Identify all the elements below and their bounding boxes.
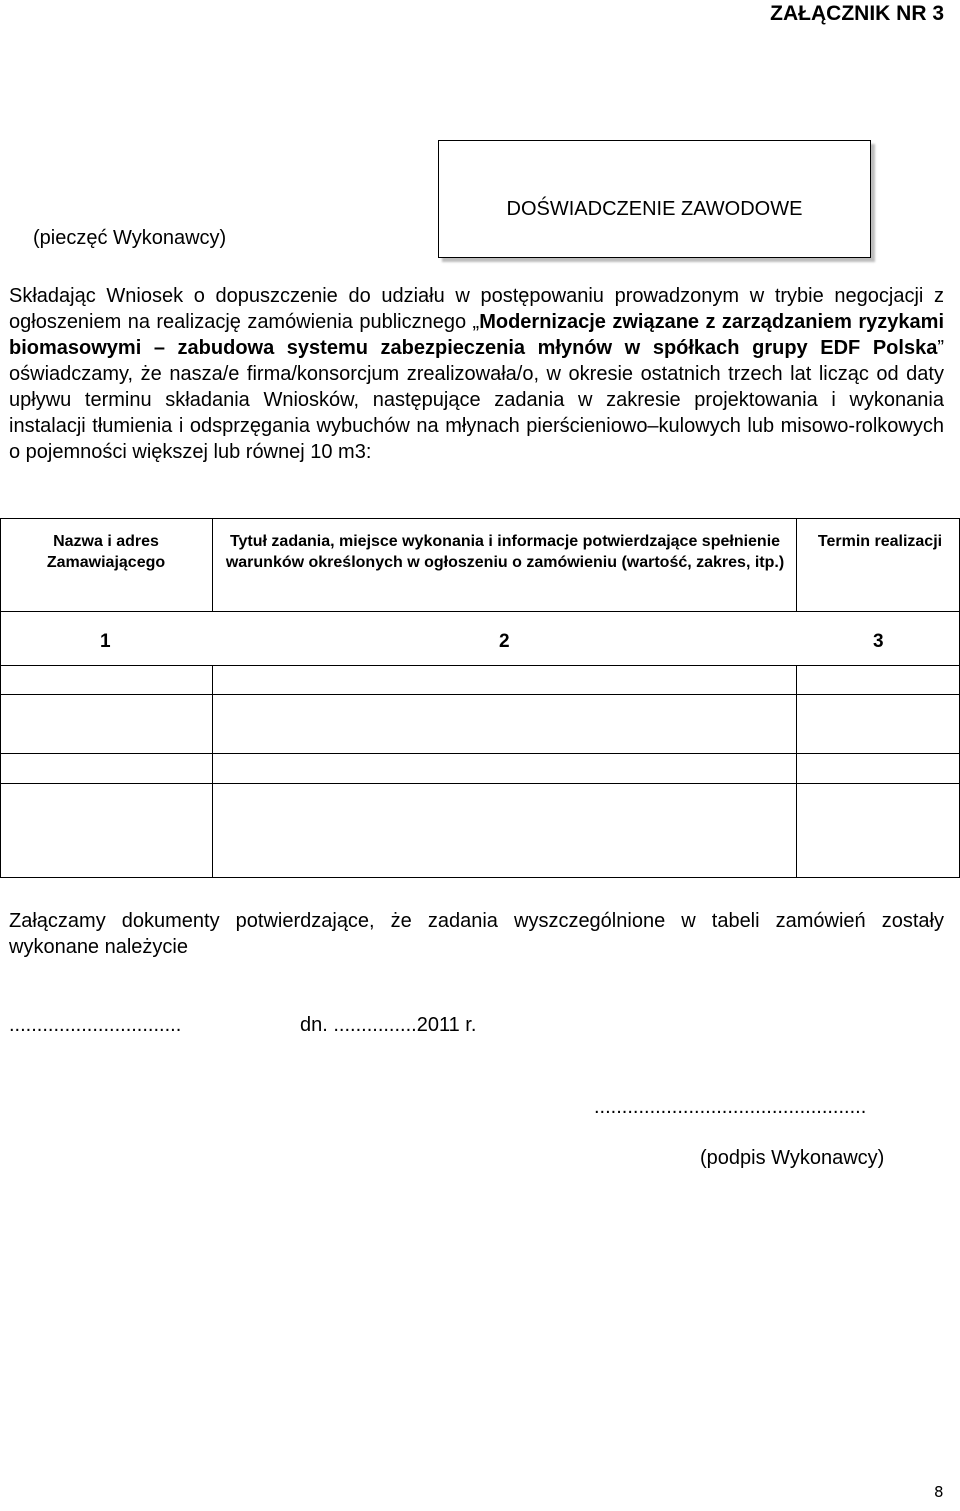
attachment-statement: Załączamy dokumenty potwierdzające, że zadania wyszczególnione w tabeli zamówień zostały wykonane należycie [9,910,944,958]
intro-paragraph [9,283,944,465]
section-title: DOŚWIADCZENIE ZAWODOWE [506,198,803,220]
signature-label: (podpis Wykonawcy) [700,1147,885,1169]
contractor-stamp-label: (pieczęć Wykonawcy) [33,227,227,249]
signature-line: ................................................. [594,1096,867,1118]
column-header-term: Termin realizacji [817,533,943,550]
column-header-task: Tytuł zadania, miejsce wykonania i informacje potwierdzające spełnienie warunków określonych w ogłoszeniu o zamówieniu (wartość, zakres, itp.) [225,533,785,571]
column-header-client: Nazwa i adres Zamawiającego [46,533,166,571]
experience-table [0,518,960,878]
intro-text-end: ” oświadczamy, że nasza/e firma/konsorcjum zrealizowała/o, w okresie ostatnich trzech lat licząc od daty upływu terminu składania Wniosków, następujące zadania w zakresie projektowania i wykonania instalacji tłumienia i odsprzęgania wybuchów na młynach pierścieniowo–kulowych lub misowo-rolkowych o pojemności większej lub równej 10 m3: [9,337,944,463]
page-number: 8 [934,1483,944,1501]
contract-name: Modernizacje związane z zarządzaniem ryzykami biomasowymi – zabudowa systemu zabezpieczenia młynów w spółkach grupy EDF Polska [9,311,944,359]
place-field: ............................... [9,1014,182,1036]
section-title-box [438,140,871,258]
date-field: dn. ...............2011 r. [300,1014,477,1036]
column-number-3: 3 [873,631,884,652]
annex-title: ZAŁĄCZNIK NR 3 [770,2,944,25]
intro-text-start: Składając Wniosek o dopuszczenie do udziału w postępowaniu prowadzonym w trybie negocjacji z ogłoszeniem na realizację zamówienia publicznego „ [9,285,944,333]
column-number-2: 2 [499,631,510,652]
column-number-1: 1 [100,631,111,652]
